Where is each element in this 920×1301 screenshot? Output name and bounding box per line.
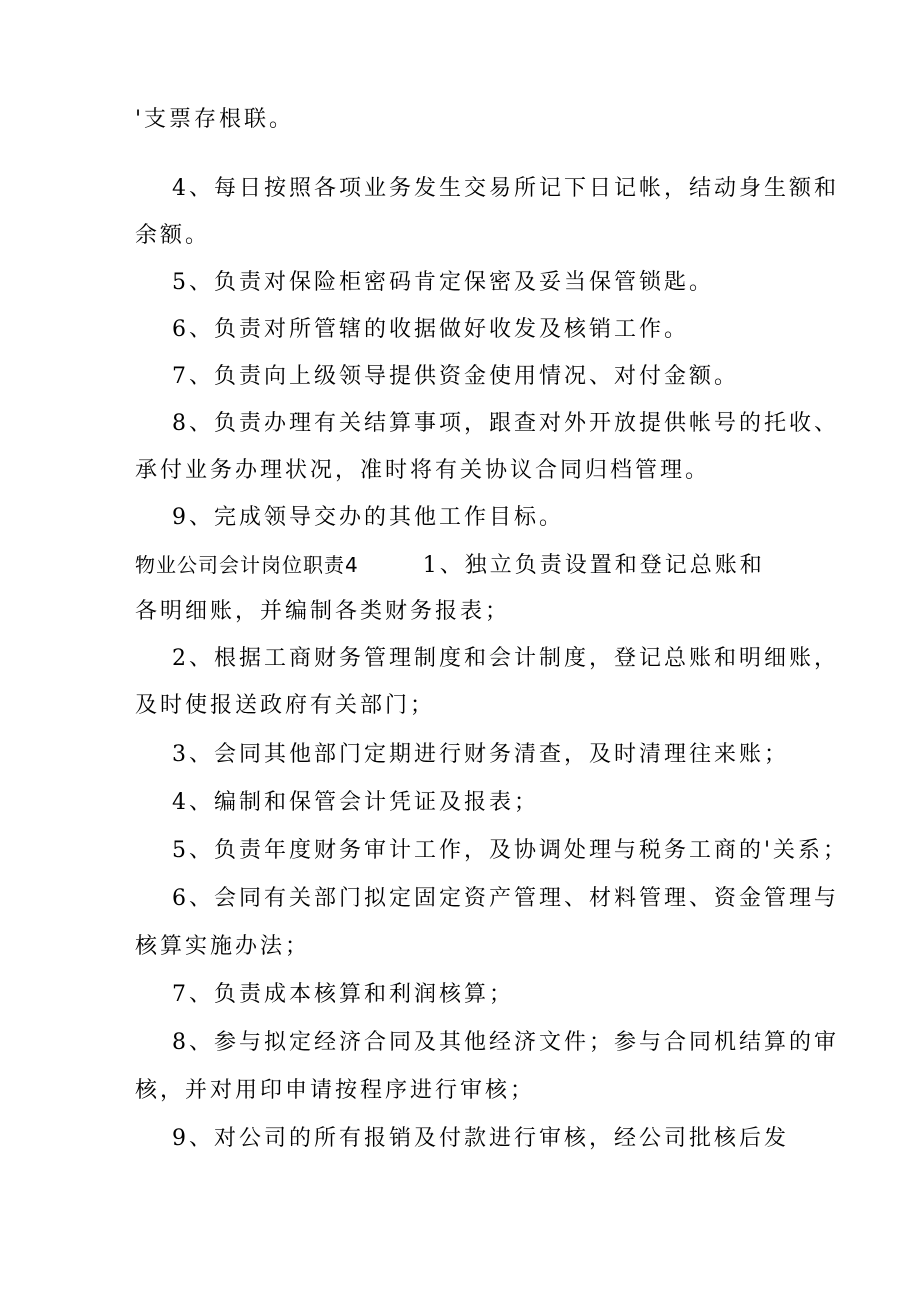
section-heading: 物业公司会计岗位职责4 [135,553,359,577]
text-line: 4、每日按照各项业务发生交易所记下日记帐，结动身生额和 [172,176,839,201]
text-line: 余额。 [135,223,211,248]
text-line: 3、会同其他部门定期进行财务清查，及时清理往来账； [172,742,789,767]
text-line: 核算实施办法； [135,934,311,959]
text-line: 6、负责对所管辖的收据做好收发及核销工作。 [172,317,689,342]
text-line: '支票存根联。 [135,107,295,132]
text-line: 8、负责办理有关结算事项，跟查对外开放提供帐号的托收、 [172,411,839,436]
text-line: 5、负责年度财务审计工作，及协调处理与税务工商的'关系； [172,838,849,863]
text-line: 2、根据工商财务管理制度和会计制度，登记总账和明细账， [172,646,839,671]
text-line: 6、会同有关部门拟定固定资产管理、材料管理、资金管理与 [172,886,839,911]
text-line-continuation: 1、独立负责设置和登记总账和 [422,553,765,578]
text-line: 8、参与拟定经济合同及其他经济文件；参与合同机结算的审 [172,1030,839,1055]
text-line: 9、对公司的所有报销及付款进行审核，经公司批核后发 [172,1126,789,1151]
text-line: 核，并对用印申请按程序进行审核； [135,1078,536,1103]
text-line: 9、完成领导交办的其他工作目标。 [172,505,564,530]
text-line [135,550,765,581]
text-line: 7、负责成本核算和利润核算； [172,982,514,1007]
text-line: 各明细账，并编制各类财务报表； [135,599,511,624]
text-line: 承付业务办理状况，准时将有关协议合同归档管理。 [135,458,711,483]
text-line: 4、编制和保管会计凭证及报表； [172,790,539,815]
text-line: 5、负责对保险柜密码肯定保密及妥当保管锁匙。 [172,270,714,295]
text-line: 及时使报送政府有关部门； [135,693,436,718]
text-line: 7、负责向上级领导提供资金使用情况、对付金额。 [172,364,739,389]
